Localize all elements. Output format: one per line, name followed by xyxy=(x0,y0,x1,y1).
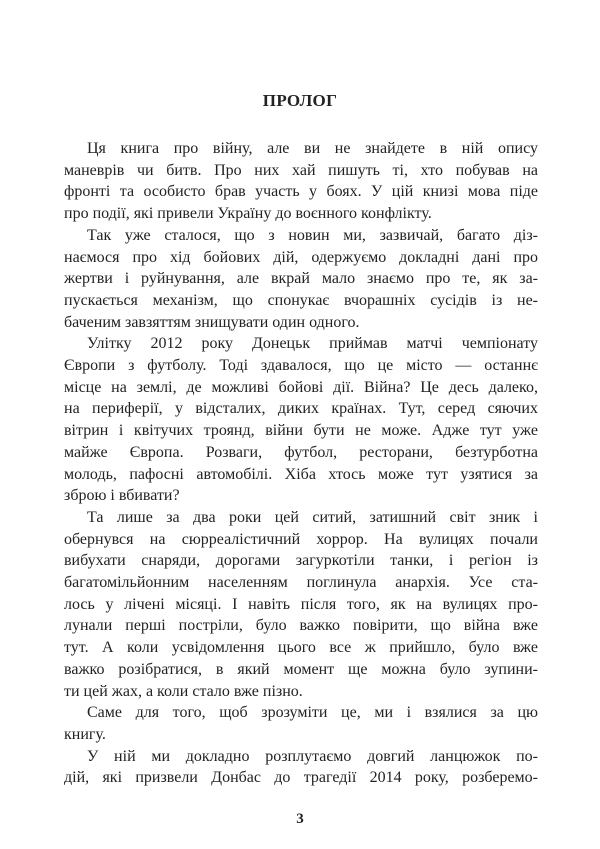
text-line: ти цей жах, а коли стало вже пізно. xyxy=(64,682,303,700)
text-line: жертви і руйнування, але вкрай мало знаємо про те, як за- xyxy=(64,270,538,288)
text-line: місце на землі, де можливі бойові дії. Війна? Це десь далеко, xyxy=(64,378,538,396)
text-line: пускається механізм, що спонукає вчорашніх сусідів із не- xyxy=(64,291,538,309)
text-line: Улітку 2012 року Донецьк приймав матчі чемпіонату xyxy=(87,335,538,353)
text-line: дій, які призвели Донбас до трагедії 2014 року, розберемо- xyxy=(64,769,538,787)
paragraph xyxy=(64,702,538,745)
text-line: Так уже сталося, що з новин ми, зазвичай, багато діз- xyxy=(87,226,538,244)
text-line: маневрів чи битв. Про них хай пишуть ті, хто побував на xyxy=(64,161,538,179)
text-line: обернувся на сюрреалістичний хоррор. На вулицях почали xyxy=(64,530,538,548)
paragraph xyxy=(64,507,538,702)
text-line: зброю і вбивати? xyxy=(64,487,180,505)
text-line: Європи з футболу. Тоді здавалося, що це місто — останнє xyxy=(64,357,538,375)
text-line: Ця книга про війну, але ви не знайдете в ній опису xyxy=(87,140,538,157)
text-line: майже Європа. Розваги, футбол, ресторани, безтурботна xyxy=(64,443,538,461)
text-line: багатомільйонним населенням поглинула анархія. Усе ста- xyxy=(64,574,538,592)
page-number: 3 xyxy=(296,811,304,828)
text-line: наємося про хід бойових дій, одержуємо докладні дані про xyxy=(64,248,538,266)
text-line: про події, які привели Україну до воєнного конфлікту. xyxy=(64,205,432,223)
text-line: лось у лічені місяці. І навіть після того, як на вулицях про- xyxy=(64,595,538,613)
paragraph xyxy=(64,746,538,789)
text-line: книгу. xyxy=(64,725,106,743)
text-line: вітрин і квітучих троянд, війни бути не може. Адже тут уже xyxy=(64,422,538,440)
body-text xyxy=(64,138,538,789)
text-line: вибухати снаряди, дорогами загуркотіли танки, і регіон із xyxy=(64,552,538,570)
text-line: лунали перші постріли, було важко повірити, що війна вже xyxy=(64,617,538,635)
paragraph xyxy=(64,333,538,507)
text-line: У ній ми докладно розплутаємо довгий ланцюжок по- xyxy=(87,747,538,765)
paragraph xyxy=(64,138,538,225)
text-line: баченим завзяттям знищувати один одного. xyxy=(64,313,360,331)
text-line: Саме для того, щоб зрозуміти це, ми і взялися за цю xyxy=(87,704,538,722)
paragraph xyxy=(64,225,538,334)
text-line: фронті та особисто брав участь у боях. У цій книзі мова піде xyxy=(64,183,538,201)
text-line: важко розібратися, в який момент ще можна було зупини- xyxy=(64,660,538,678)
text-line: молодь, пафосні автомобілі. Хіба хтось може тут узятися за xyxy=(64,465,538,483)
chapter-title: ПРОЛОГ xyxy=(262,91,338,110)
text-line: тут. А коли усвідомлення цього все ж прийшло, було вже xyxy=(64,639,538,657)
text-line: на периферії, у відсталих, диких країнах. Тут, серед сяючих xyxy=(64,400,538,418)
text-line: Та лише за два роки цей ситий, затишний світ зник і xyxy=(87,508,538,526)
